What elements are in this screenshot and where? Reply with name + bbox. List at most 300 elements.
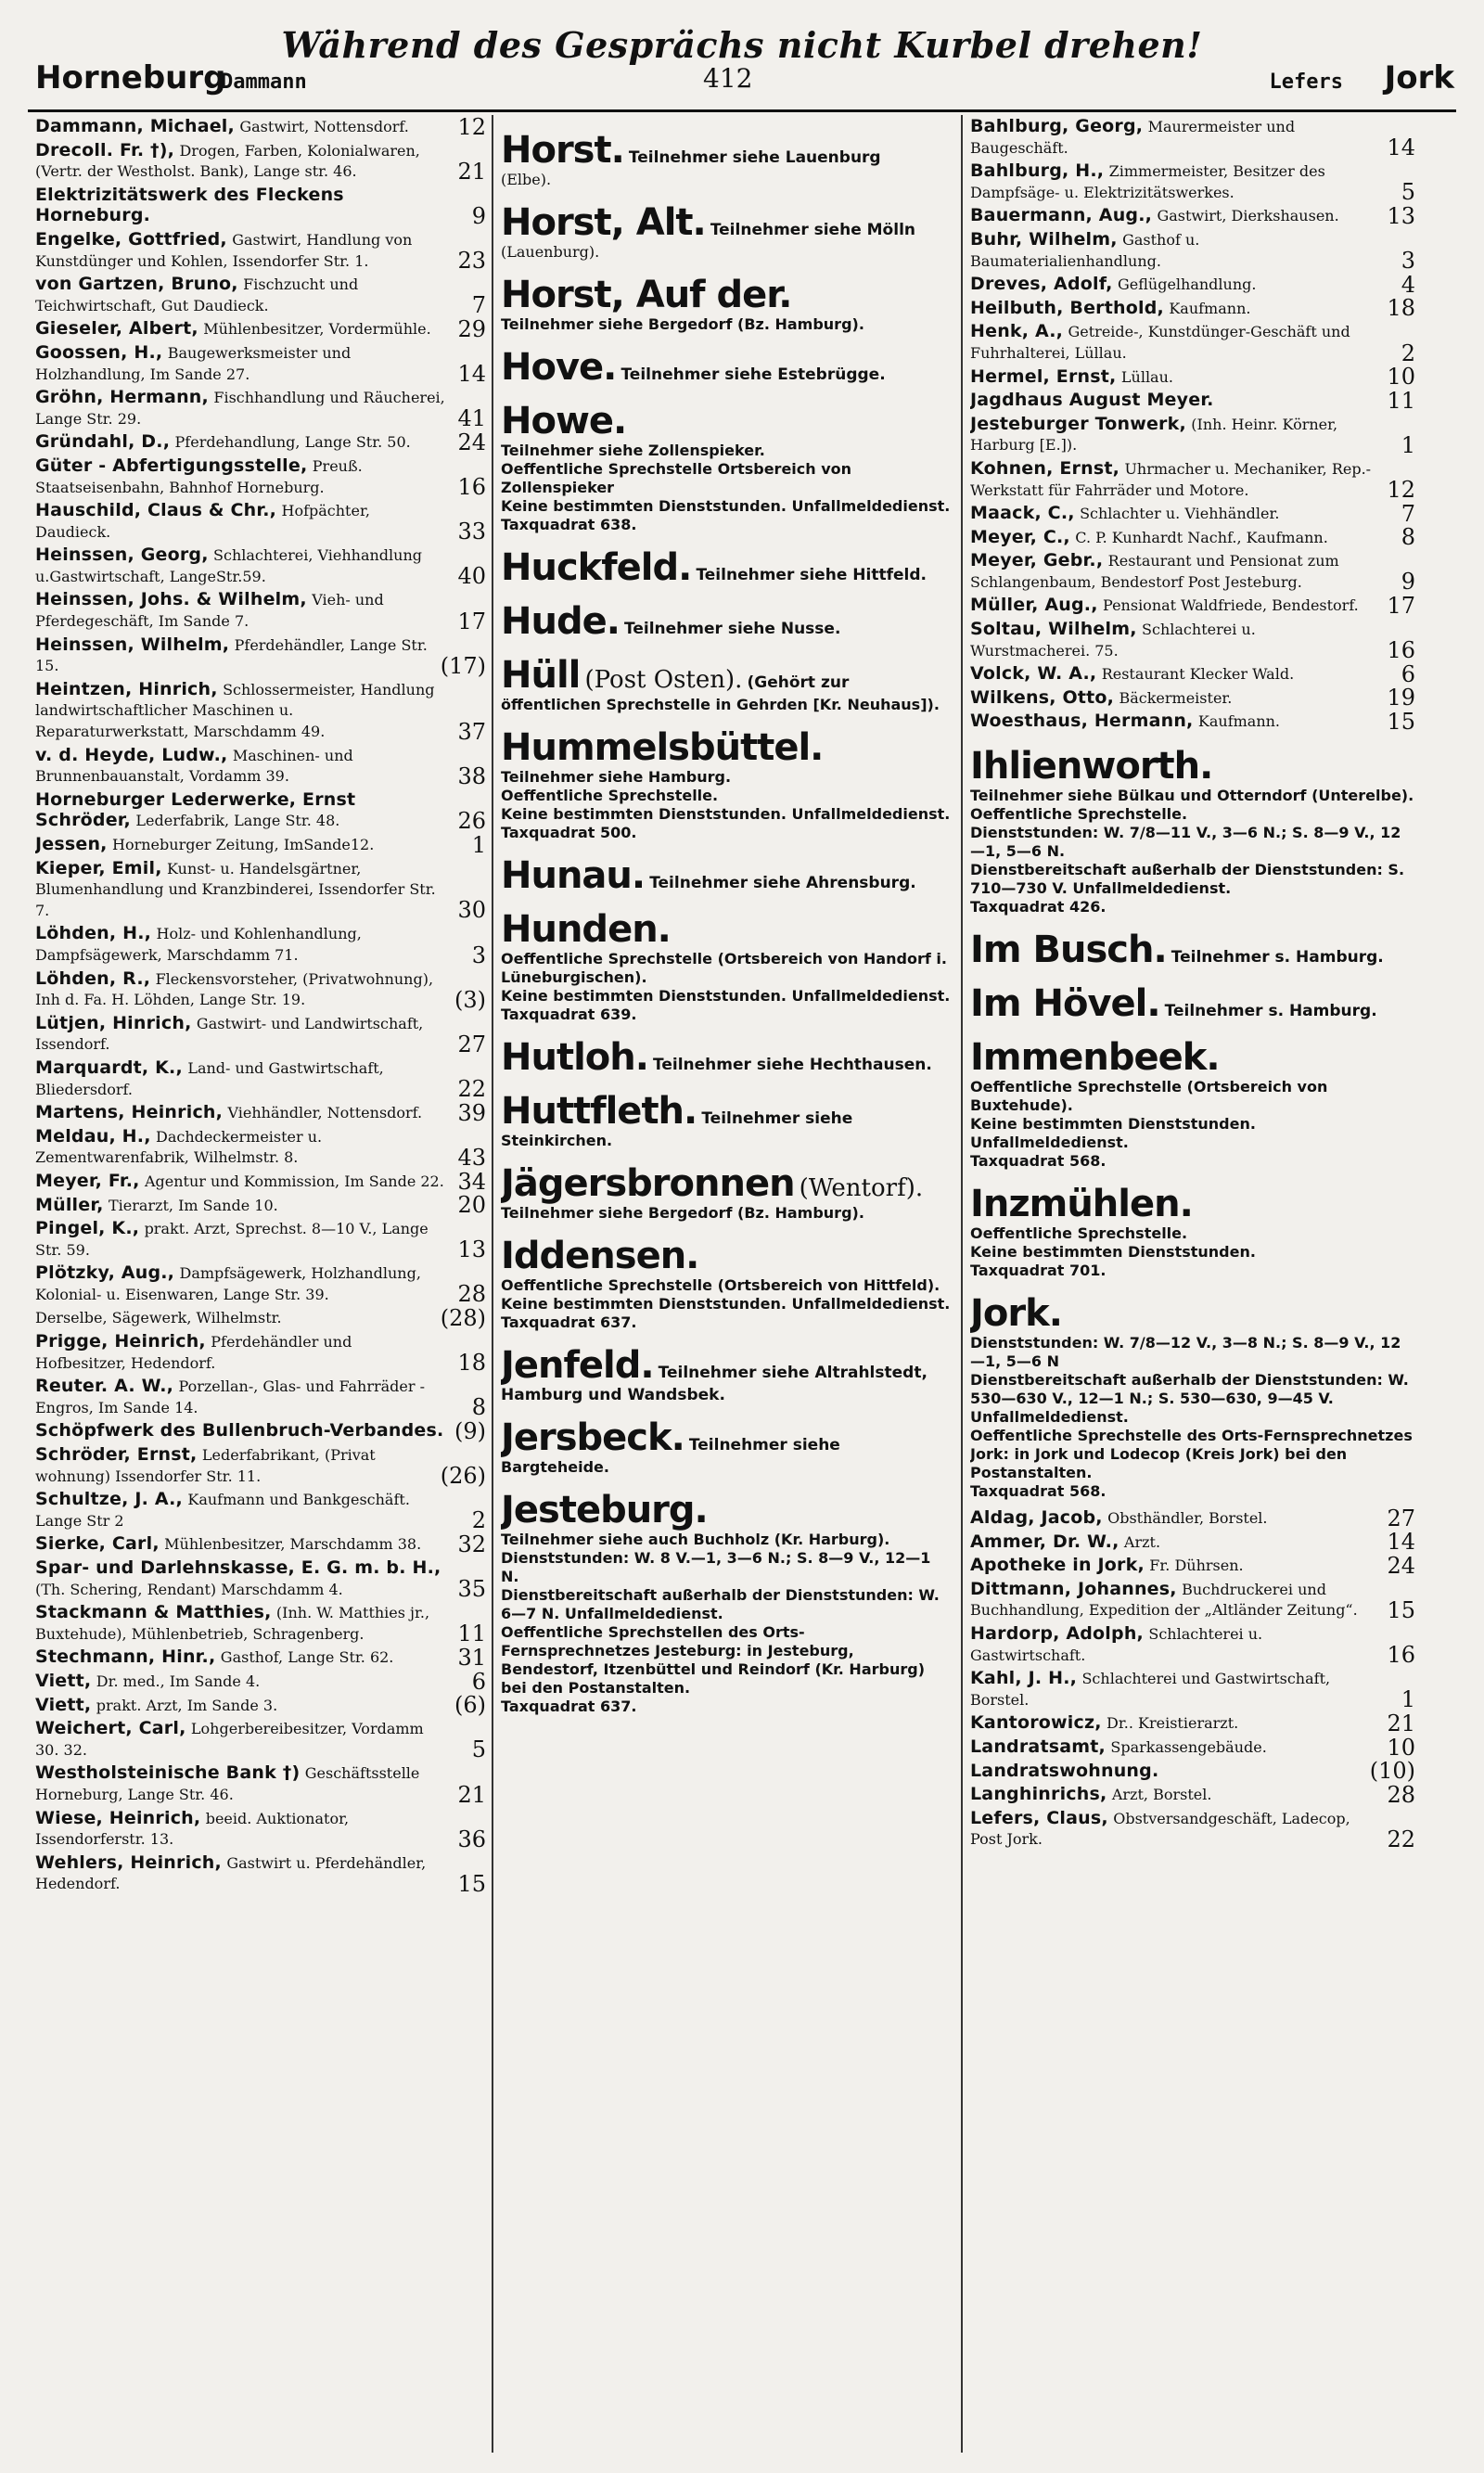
listing-entry — [35, 680, 486, 743]
phone-number: 2 — [471, 1507, 486, 1534]
entry-description: Pferdehändler und Hofbesitzer, Hedendorf. — [35, 1333, 352, 1372]
listing-entry — [35, 429, 486, 455]
place-sections — [970, 746, 1415, 1501]
entry-name: Wilkens, Otto, — [970, 686, 1115, 708]
phone-number: 38 — [457, 762, 486, 789]
place-section — [501, 347, 953, 388]
phone-number: 13 — [457, 1236, 486, 1263]
entry-name: Engelke, Gottfried, — [35, 228, 227, 250]
phone-number: 41 — [457, 405, 486, 432]
entry-description: C. P. Kunhardt Nachf., Kaufmann. — [1075, 528, 1328, 546]
section-line: Dienstbereitschaft außerhalb der Dienststunden: S. 710—730 V. Unfallmeldedienst. — [970, 861, 1405, 898]
entry-description: Mühlenbesitzer, Vordermühle. — [203, 320, 431, 339]
entry-name: Goossen, H., — [35, 341, 163, 363]
section-line: Teilnehmer siehe Bergedorf (Bz. Hamburg). — [501, 1204, 864, 1222]
entry-name: Schöpfwerk des Bullenbruch-Verbandes. — [35, 1420, 444, 1442]
listing-entry — [35, 1603, 486, 1645]
listing-entry — [35, 1719, 486, 1761]
listing-entry — [970, 1669, 1415, 1711]
listing-entry — [35, 1376, 486, 1421]
phone-number: 16 — [1387, 637, 1415, 664]
entry-description: Derselbe, Sägewerk, Wilhelmstr. — [35, 1309, 282, 1327]
place-section — [501, 1037, 953, 1078]
place-section — [970, 1184, 1415, 1280]
entry-description: Bäckermeister. — [1119, 688, 1233, 707]
entry-description: Gastwirt, Nottensdorf. — [239, 118, 409, 135]
entry-name: Gieseler, Albert, — [35, 318, 198, 340]
phone-number: 10 — [1387, 1734, 1415, 1761]
entry-description: Zimmermeister, Besitzer des Dampfsäge- u. Elektrizitätswerkes. — [970, 162, 1325, 201]
entry-name: Prigge, Heinrich, — [35, 1331, 206, 1352]
entry-description: Lederfabrik, Lange Str. 48. — [135, 812, 340, 830]
section-note: (Lauenburg). — [501, 243, 600, 261]
phone-number: (6) — [454, 1692, 486, 1719]
phone-number: 26 — [457, 808, 486, 834]
section-line: Dienststunden: W. 7/8—11 V., 3—6 N.; S. 8—9 V., 12—1, 5—6 N. — [970, 824, 1401, 861]
phone-number: 6 — [471, 1668, 486, 1695]
place-name: Im Hövel. — [970, 982, 1160, 1026]
entry-name: Landratswohnung. — [970, 1760, 1159, 1781]
phone-number: 35 — [457, 1576, 486, 1603]
listing-entry — [35, 1809, 486, 1851]
section-line: Dienstbereitschaft außerhalb der Dienststunden: W. 530—630 V., 12—1 N.; S. 530—630, 9—45 V. Unfallmeldedienst. — [970, 1371, 1409, 1427]
place-section — [501, 1345, 953, 1404]
place-name: Horst. — [501, 129, 624, 172]
phone-number: 4 — [1401, 271, 1415, 298]
section-inline-text: Teilnehmer siehe — [688, 1436, 840, 1454]
phone-number: 9 — [471, 202, 486, 229]
column-divider — [961, 115, 963, 2453]
phone-number: 8 — [471, 1394, 486, 1421]
entry-description: Gastwirt, Handlung von Kunstdünger und Kohlen, Issendorfer Str. 1. — [35, 230, 413, 270]
phone-number: 7 — [1401, 500, 1415, 527]
place-name: Horst, Auf der. — [501, 274, 792, 316]
entry-description: Maschinen- und Brunnenbauanstalt, Vordamm 39. — [35, 746, 353, 786]
section-line: Taxquadrat 426. — [970, 898, 1107, 916]
section-inline-text: Teilnehmer siehe Ahrensburg. — [649, 874, 916, 892]
listing-entry — [970, 660, 1415, 687]
jork-entries — [970, 1505, 1415, 1852]
entry-description: Schlachterei und Gastwirtschaft, Borstel. — [970, 1670, 1331, 1709]
column-jesteburg-jork — [970, 117, 1415, 2464]
phone-number: 43 — [457, 1144, 486, 1171]
phone-number: 1 — [471, 831, 486, 858]
phone-number: 15 — [1387, 709, 1415, 736]
entry-description: Lohgerbereibesitzer, Vordamm 30. 32. — [35, 1720, 424, 1759]
header-rule — [28, 109, 1456, 112]
entry-name: Apotheke in Jork, — [970, 1555, 1145, 1576]
section-line: Dienststunden: W. 7/8—12 V., 3—8 N.; S. 8—9 V., 12—1, 5—6 N — [970, 1334, 1401, 1371]
place-section — [501, 547, 953, 588]
section-line: Teilnehmer siehe Zollenspieker. — [501, 442, 765, 459]
entry-description: Holz- und Kohlenhandlung, Dampfsägewerk, Marschdamm 71. — [35, 925, 362, 964]
entry-name: Hermel, Ernst, — [970, 365, 1117, 387]
section-line: Oeffentliche Sprechstelle. — [970, 1224, 1188, 1243]
listing-entry — [35, 859, 486, 922]
place-name: Jägersbronnen — [501, 1162, 795, 1205]
listing-entry — [35, 1262, 486, 1308]
entry-description: Preuß. Staatseisenbahn, Bahnhof Horneburg. — [35, 456, 363, 496]
section-line: Taxquadrat 638. — [501, 516, 637, 533]
entry-description: Gastwirt u. Pferdehändler, Hedendorf. — [35, 1853, 427, 1893]
listing-entry — [970, 1505, 1415, 1531]
phone-number: 2 — [1401, 340, 1415, 366]
entry-name: Kahl, J. H., — [970, 1668, 1078, 1689]
column-divider — [492, 115, 493, 2453]
listing-entry — [35, 831, 486, 858]
entry-name: Bahlburg, H., — [970, 160, 1105, 182]
listing-entry — [970, 1623, 1415, 1669]
entry-description: Pensionat Waldfriede, Bendestorf. — [1103, 596, 1359, 615]
listing-entry — [35, 924, 486, 966]
phone-number: 8 — [1401, 524, 1415, 551]
phone-number: 3 — [471, 942, 486, 968]
entry-name: Kohnen, Ernst, — [970, 457, 1120, 479]
phone-number: 12 — [457, 117, 486, 140]
section-line: Dienstbereitschaft außerhalb der Dienststunden: W. 6—7 N. Unfallmeldedienst. — [501, 1586, 940, 1622]
entry-name: Sierke, Carl, — [35, 1533, 160, 1555]
entry-description: (Inh. Heinr. Körner, Harburg [E.]). — [970, 415, 1338, 455]
section-line: Oeffentliche Sprechstelle. — [501, 787, 719, 804]
place-name: Jersbeck. — [501, 1416, 684, 1459]
phone-number: 9 — [1401, 569, 1415, 596]
entry-name: Maack, C., — [970, 503, 1075, 524]
entry-description: Buchdruckerei und Buchhandlung, Expedition der „Altländer Zeitung“. — [970, 1580, 1358, 1620]
listing-entry — [970, 364, 1415, 391]
listing-entry — [970, 1734, 1415, 1761]
entry-name: Schultze, J. A., — [35, 1489, 183, 1510]
entry-name: Meyer, C., — [970, 526, 1070, 547]
entry-name: Jesteburger Tonwerk, — [970, 413, 1186, 434]
listing-entry — [35, 1014, 486, 1056]
listing-entry — [35, 501, 486, 543]
section-line: Keine bestimmten Dienststunden. Unfallmeldedienst. — [501, 497, 951, 515]
entry-name: Viett, — [35, 1694, 92, 1715]
phone-number: 28 — [457, 1281, 486, 1308]
entry-description: Arzt, Borstel. — [1111, 1786, 1212, 1804]
entry-name: Meyer, Fr., — [35, 1170, 140, 1191]
entry-name: Drecoll. Fr. †), — [35, 139, 175, 160]
phone-number: 14 — [1387, 135, 1415, 161]
phone-number: 30 — [457, 897, 486, 924]
entry-description: Pferdehändler, Lange Str. 15. — [35, 635, 428, 675]
entry-description: Fischhandlung und Räucherei, Lange Str. 29. — [35, 389, 445, 428]
listing-entry — [35, 455, 486, 501]
place-name: Jesteburg. — [501, 1489, 708, 1531]
entry-name: Reuter. A. W., — [35, 1376, 174, 1397]
entry-name: Woesthaus, Hermann, — [970, 711, 1194, 732]
header-right-name: Lefers — [1269, 70, 1343, 94]
phone-number: 5 — [471, 1736, 486, 1763]
phone-number: 19 — [1387, 685, 1415, 711]
phone-number: 27 — [457, 1031, 486, 1057]
entry-description: Mühlenbesitzer, Marschdamm 38. — [164, 1535, 422, 1554]
listing-entry — [35, 1644, 486, 1671]
entry-description: Schlachterei u. Gastwirtschaft. — [970, 1625, 1263, 1664]
phone-number: 17 — [457, 608, 486, 634]
entry-name: Stechmann, Hinr., — [35, 1647, 216, 1668]
section-line: Oeffentliche Sprechstelle (Ortsbereich von Buxtehude). — [970, 1078, 1328, 1115]
entry-name: Wehlers, Heinrich, — [35, 1852, 222, 1873]
phone-number: 15 — [1387, 1597, 1415, 1623]
section-line: Taxquadrat 701. — [970, 1262, 1107, 1280]
phone-number: 5 — [1401, 179, 1415, 206]
entry-description: Schlachter u. Viehhändler. — [1080, 505, 1280, 523]
entry-description: Schlachterei, Viehhandlung u.Gastwirtschaft, LangeStr.59. — [35, 546, 423, 585]
entry-name: Dammann, Michael, — [35, 117, 235, 136]
section-line: Teilnehmer siehe Bergedorf (Bz. Hamburg). — [501, 315, 864, 333]
section-line: Bargteheide. — [501, 1458, 609, 1476]
entry-description: Getreide-, Kunstdünger-Geschäft und Fuhrhalterei, Lüllau. — [970, 323, 1350, 362]
entry-name: Plötzky, Aug., — [35, 1262, 175, 1284]
listing-entry — [970, 415, 1415, 456]
phone-number: (9) — [454, 1418, 486, 1445]
section-line: Oeffentliche Sprechstellen des Orts-Fernsprechnetzes Jesteburg: in Jesteburg, Bendestorf, Itzenbüttel und Reindorf (Kr. Harburg) bei den Postanstalten. — [501, 1623, 925, 1697]
listing-entry — [35, 1099, 486, 1126]
place-name: Jork. — [970, 1292, 1062, 1336]
place-name: Huckfeld. — [501, 546, 692, 589]
entry-name: Bauermann, Aug., — [970, 205, 1153, 226]
entry-name: Pingel, K., — [35, 1218, 140, 1239]
entry-description: Tierarzt, Im Sande 10. — [108, 1196, 278, 1214]
listing-entry — [970, 685, 1415, 711]
entry-name: Bahlburg, Georg, — [970, 117, 1144, 136]
listing-entry — [35, 545, 486, 590]
entry-name: Heinssen, Georg, — [35, 545, 209, 566]
section-line: Dienststunden: W. 8 V.—1, 3—6 N.; S. 8—9 V., 12—1 N. — [501, 1549, 931, 1585]
phone-number: (3) — [454, 986, 486, 1013]
entry-description: prakt. Arzt, Im Sande 3. — [96, 1696, 278, 1714]
section-line: Taxquadrat 637. — [501, 1313, 637, 1331]
listing-entry — [35, 1192, 486, 1219]
listing-entry — [35, 790, 486, 832]
listing-entry — [35, 1057, 486, 1103]
place-name: Inzmühlen. — [970, 1183, 1193, 1226]
listing-entry — [35, 341, 486, 388]
phone-number: 31 — [457, 1644, 486, 1671]
entry-name: Gründahl, D., — [35, 431, 171, 453]
listing-entry — [970, 295, 1415, 322]
phone-number: 14 — [457, 361, 486, 388]
listing-entry — [35, 1444, 486, 1490]
listing-entry — [35, 1331, 486, 1377]
place-name: Huttfleth. — [501, 1090, 697, 1133]
entry-description: Fischzucht und Teichwirtschaft, Gut Daudieck. — [35, 275, 359, 314]
section-line: Taxquadrat 568. — [970, 1482, 1107, 1501]
section-line: Taxquadrat 500. — [501, 824, 637, 841]
section-line: Taxquadrat 639. — [501, 1006, 637, 1023]
phone-number: 22 — [1387, 1826, 1415, 1852]
entry-description: beeid. Auktionator, Issendorferstr. 13. — [35, 1809, 350, 1849]
place-section — [501, 855, 953, 896]
entry-name: Jagdhaus August Meyer. — [970, 390, 1214, 411]
phone-number: 40 — [457, 563, 486, 590]
entry-description: Sparkassengebäude. — [1110, 1737, 1267, 1756]
entry-name: Martens, Heinrich, — [35, 1102, 224, 1123]
entry-description: (Th. Schering, Rendant) Marschdamm 4. — [35, 1580, 343, 1598]
entry-description: Dachdeckermeister u. Zementwarenfabrik, Wilhelmstr. 8. — [35, 1127, 323, 1167]
listing-entry — [35, 969, 486, 1011]
listing-entry — [35, 315, 486, 342]
listing-entry — [35, 1418, 486, 1445]
phone-number: 18 — [1387, 295, 1415, 322]
listing-entry — [35, 1762, 486, 1808]
entry-name: Güter - Abfertigungsstelle, — [35, 455, 308, 476]
listing-entry — [970, 1710, 1415, 1736]
entry-name: von Gartzen, Bruno, — [35, 274, 238, 295]
entry-name: Müller, — [35, 1194, 104, 1215]
place-name: Iddensen. — [501, 1235, 699, 1277]
place-name: Horst, Alt. — [501, 201, 706, 244]
entry-name: Volck, W. A., — [970, 663, 1097, 685]
place-section — [970, 1037, 1415, 1171]
entry-name: Soltau, Wilhelm, — [970, 619, 1137, 640]
phone-number: 21 — [457, 1781, 486, 1808]
entry-description: Viehhändler, Nottensdorf. — [227, 1104, 423, 1122]
entry-name: v. d. Heyde, Ludw., — [35, 744, 228, 765]
entry-description: Agentur und Kommission, Im Sande 22. — [144, 1172, 444, 1190]
phone-number: 1 — [1401, 431, 1415, 458]
entry-name: Langhinrichs, — [970, 1784, 1107, 1805]
place-section — [970, 983, 1415, 1024]
section-line: Keine bestimmten Dienststunden. Unfallmeldedienst. — [501, 987, 951, 1005]
entry-name: Dreves, Adolf, — [970, 274, 1113, 295]
phone-number: 29 — [457, 315, 486, 342]
section-inline-text: Teilnehmer siehe Estebrügge. — [620, 365, 886, 384]
place-name: Hunden. — [501, 908, 671, 951]
listing-entry — [970, 387, 1415, 414]
place-note: (Post Osten). — [584, 666, 743, 694]
place-section — [501, 130, 953, 189]
place-section — [970, 746, 1415, 916]
phone-number: 6 — [1401, 660, 1415, 687]
entry-description: (Inh. W. Matthies jr., Buxtehude), Mühlenbetrieb, Schragenberg. — [35, 1604, 430, 1643]
entry-description: Lederfabrikant, (Privat wohnung) Issendorfer Str. 11. — [35, 1446, 376, 1485]
listing-entry — [35, 1168, 486, 1195]
listing-entry — [970, 524, 1415, 551]
entry-name: Meldau, H., — [35, 1125, 151, 1147]
phone-number: 16 — [457, 474, 486, 501]
place-name: Howe. — [501, 400, 627, 442]
entry-description: Vieh- und Pferdegeschäft, Im Sande 7. — [35, 591, 384, 631]
place-section — [501, 1163, 953, 1223]
section-line: Teilnehmer siehe Hamburg. — [501, 768, 732, 786]
phone-number: 16 — [1387, 1642, 1415, 1669]
entry-description: Hofpächter, Daudieck. — [35, 502, 370, 541]
phone-number: 23 — [457, 248, 486, 275]
entry-description: Schlossermeister, Handlung landwirtschaftlicher Maschinen u. Reparaturwerkstatt, Marschdamm 49. — [35, 680, 435, 741]
section-inline-text: (Gehört zur — [747, 673, 850, 692]
entry-name: Henk, A., — [970, 321, 1064, 342]
phone-number: 18 — [457, 1350, 486, 1377]
listing-entry — [970, 1781, 1415, 1808]
phone-number: 21 — [1387, 1710, 1415, 1736]
section-inline-text: Teilnehmer s. Hamburg. — [1171, 948, 1384, 967]
listing-entry — [970, 160, 1415, 206]
place-name: Hüll — [501, 654, 581, 697]
entry-description: Pferdehandlung, Lange Str. 50. — [174, 433, 411, 452]
entry-description: Uhrmacher u. Mechaniker, Rep.-Werkstatt für Fahrräder und Motore. — [970, 459, 1372, 499]
entry-description: Obstversandgeschäft, Ladecop, Post Jork. — [970, 1809, 1350, 1849]
entry-description: Maurermeister und Baugeschäft. — [970, 118, 1296, 157]
phone-number: 22 — [457, 1076, 486, 1103]
phone-number: 24 — [1387, 1552, 1415, 1579]
section-line: Oeffentliche Sprechstelle (Ortsbereich von Hittfeld). — [501, 1276, 940, 1294]
entry-name: Hauschild, Claus & Chr., — [35, 500, 277, 521]
entry-description: prakt. Arzt, Sprechst. 8—10 V., Lange Str. 59. — [35, 1220, 429, 1259]
section-line: Oeffentliche Sprechstelle Ortsbereich von Zollenspieker — [501, 460, 852, 496]
entry-name: Kieper, Emil, — [35, 857, 162, 878]
entry-description: Baugewerksmeister und Holzhandlung, Im Sande 27. — [35, 343, 352, 383]
phone-number: 37 — [457, 718, 486, 745]
place-name: Hove. — [501, 346, 617, 389]
section-inline-text: Teilnehmer siehe Altrahlstedt, Hamburg und Wandsbek. — [501, 1364, 928, 1404]
phone-number: 21 — [457, 158, 486, 185]
section-line: Keine bestimmten Dienststunden. Unfallmeldedienst. — [501, 805, 951, 823]
listing-entry — [35, 274, 486, 319]
phone-number: (26) — [440, 1463, 486, 1490]
listing-entry — [35, 1668, 486, 1695]
section-inline-text: Teilnehmer siehe — [701, 1109, 853, 1128]
entry-name: Ammer, Dr. W., — [970, 1531, 1119, 1552]
section-line: Keine bestimmten Dienststunden. — [970, 1243, 1256, 1262]
section-line: Oeffentliche Sprechstelle. — [970, 805, 1188, 824]
phone-number: (28) — [440, 1305, 486, 1332]
entry-description: Fr. Dührsen. — [1149, 1557, 1244, 1575]
phone-number: 7 — [471, 292, 486, 319]
entry-description: Fleckensvorsteher, (Privatwohnung), Inh d. Fa. H. Löhden, Lange Str. 19. — [35, 969, 434, 1009]
listing-entry — [35, 1305, 486, 1332]
listing-entry — [970, 1529, 1415, 1556]
entry-description: Restaurant und Pensionat zum Schlangenbaum, Bendestorf Post Jesteburg. — [970, 552, 1339, 591]
phone-number: 13 — [1387, 202, 1415, 229]
entry-description: Geschäftsstelle Horneburg, Lange Str. 46. — [35, 1764, 420, 1803]
listing-entry — [970, 500, 1415, 527]
phone-number: 32 — [457, 1531, 486, 1557]
section-inline-text: Teilnehmer siehe Hittfeld. — [696, 566, 927, 584]
listing-entry — [35, 228, 486, 275]
entry-name: Aldag, Jacob, — [970, 1507, 1103, 1529]
entry-name: Heintzen, Hinrich, — [35, 678, 218, 699]
entry-name: Weichert, Carl, — [35, 1718, 186, 1739]
section-inline-text: Teilnehmer s. Hamburg. — [1164, 1002, 1377, 1021]
entry-description: Kaufmann. — [1197, 712, 1281, 731]
entry-description: Restaurant Klecker Wald. — [1101, 665, 1295, 684]
listing-entry — [970, 1552, 1415, 1579]
section-inline-text: Teilnehmer siehe Mölln — [710, 221, 915, 239]
place-section — [501, 1417, 953, 1477]
place-section — [501, 1490, 953, 1716]
section-line: Teilnehmer siehe Bülkau und Otterndorf (Unterelbe). — [970, 787, 1414, 805]
entry-name: Marquardt, K., — [35, 1057, 183, 1078]
entry-description: Kunst- u. Handelsgärtner, Blumenhandlung und Kranzbinderei, Issendorfer Str. 7. — [35, 859, 436, 919]
entry-description: Schlachterei u. Wurstmacherei. 75. — [970, 621, 1256, 660]
column-horneburg — [35, 117, 486, 2464]
listing-entry — [970, 550, 1415, 596]
phone-number: 17 — [1387, 593, 1415, 620]
entry-name: Stackmann & Matthies, — [35, 1602, 272, 1623]
entry-name: Horneburger Lederwerke, Ernst Schröder, — [35, 788, 356, 831]
phone-number: 1 — [1401, 1686, 1415, 1713]
place-note: (Wentorf). — [799, 1174, 924, 1202]
entry-name: Landratsamt, — [970, 1736, 1106, 1757]
entry-name: Lütjen, Hinrich, — [35, 1012, 192, 1033]
page-header — [35, 59, 1454, 106]
listing-entry — [35, 1853, 486, 1895]
phone-number: 14 — [1387, 1529, 1415, 1556]
entry-description: Porzellan-, Glas- und Fahrräder - Engros, Im Sande 14. — [35, 1377, 426, 1416]
listing-entry — [35, 1219, 486, 1261]
